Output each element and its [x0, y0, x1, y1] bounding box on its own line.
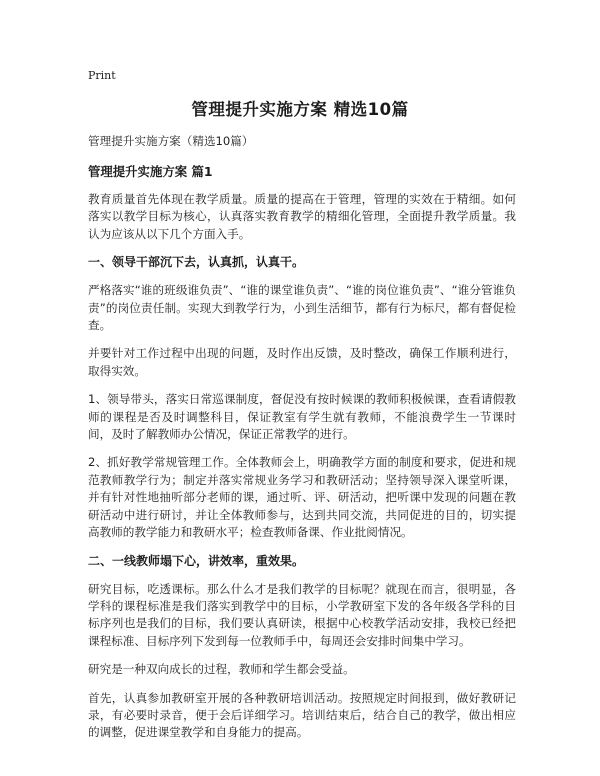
paragraph-training: 首先，认真参加教研室开展的各种教研培训活动。按照规定时间报到，做好教研记录，有必要时录音，便于会后详细学习。培训结束后，结合自己的教学，做出相应的调整，促进课堂教学和自身能力的提高。	[88, 690, 516, 740]
paragraph-goals: 研究目标，吃透课标。那么什么才是我们教学的目标呢？就现在而言，很明显，各学科的课程标准是我们落实到教学中的目标，小学教研室下发的各年级各学科的目标序列也是我们的目标，我们要认真研读，根据中心校教学活动安排，我校已经把课程标准、目标序列下发到每一位教师手中，每周还会安排时间集中学习。	[88, 581, 516, 648]
heading-teachers: 二、一线教师塌下心，讲效率，重效果。	[88, 553, 305, 568]
paragraph-research: 研究是一种双向成长的过程，教师和学生都会受益。	[88, 662, 355, 677]
paragraph-patrol: 1、领导带头，落实日常巡课制度，督促没有按时候课的教师积极候课，查看请假教师的课程是否及时调整科目，保证教室有学生就有教师，不能浪费学生一节课时间，及时了解教师办公情况，保证正常教学的进行。	[88, 392, 516, 442]
section-title: 管理提升实施方案 篇1	[88, 164, 213, 179]
paragraph-routine-management: 2、抓好教学常规管理工作。全体教师会上，明确教学方面的制度和要求，促进和规范教师教学行为；制定并落实常规业务学习和教研活动；坚持领导深入课堂听课，并有针对性地抽听部分老师的课，通过听、评、研活动，把听课中发现的问题在教研活动中进行研讨，并让全体教师参与，达到共同交流，共同促进的目的，切实提高教师的教学能力和教研水平；检查教师备课、作业批阅情况。	[88, 455, 516, 540]
document-body	[88, 133, 516, 753]
paragraph-feedback: 并要针对工作过程中出现的问题，及时作出反馈，及时整改，确保工作顺利进行，取得实效。	[88, 346, 516, 378]
document-subtitle: 管理提升实施方案（精选10篇）	[88, 134, 254, 148]
print-link[interactable]: Print	[88, 69, 116, 82]
heading-leaders: 一、领导干部沉下去，认真抓，认真干。	[88, 255, 305, 270]
paragraph-responsibility: 严格落实“谁的班级谁负责”、“谁的课堂谁负责”、“谁的岗位谁负责”、“谁分管谁负责”的岗位责任制。实现大到教学行为，小到生活细节，都有行为标尺，都有督促检查。	[88, 283, 517, 333]
page-title: 管理提升实施方案 精选10篇	[191, 100, 409, 119]
intro-paragraph: 教育质量首先体现在教学质量。质量的提高在于管理，管理的实效在于精细。如何落实以教学目标为核心，认真落实教育教学的精细化管理，全面提升教学质量。我认为应该从以下几个方面入手。	[88, 192, 516, 241]
